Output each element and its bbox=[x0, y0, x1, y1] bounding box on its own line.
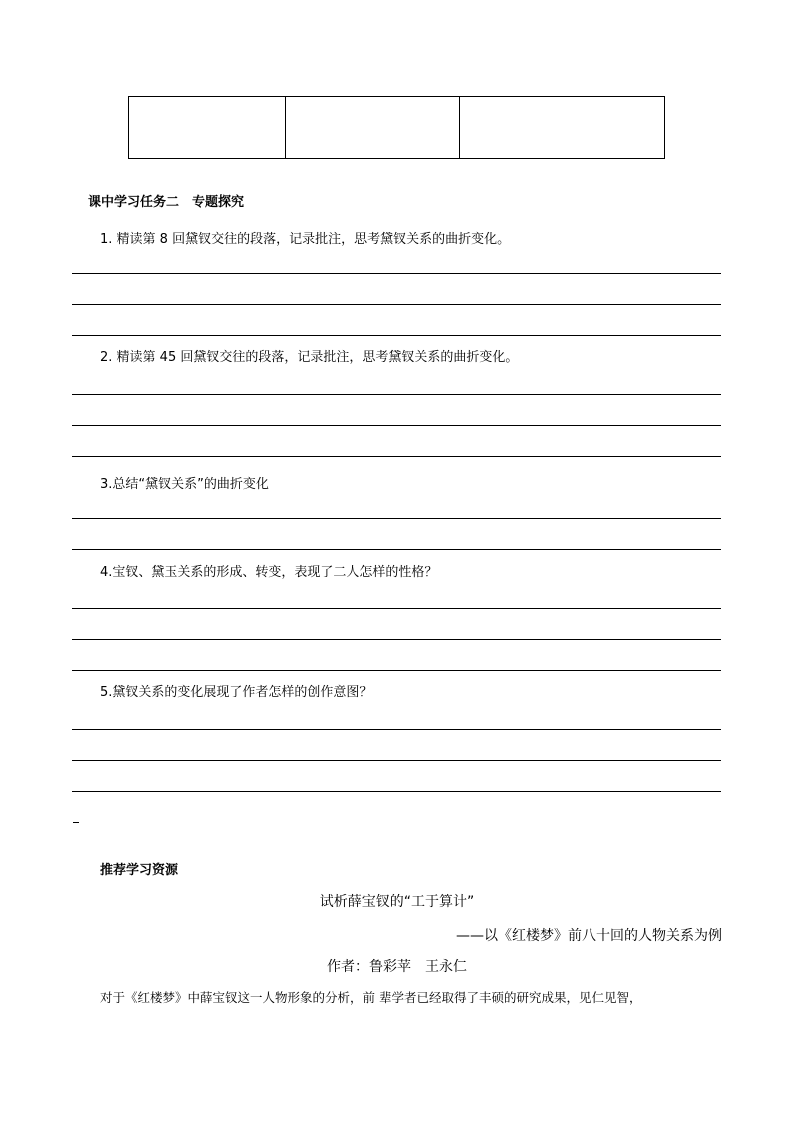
task-heading: 课中学习任务二 专题探究 bbox=[88, 195, 245, 210]
table-cell bbox=[286, 97, 460, 158]
answer-line[interactable] bbox=[72, 273, 721, 274]
answer-line[interactable] bbox=[72, 518, 721, 519]
answer-line[interactable] bbox=[72, 425, 721, 426]
article-body: 对于《红楼梦》中薛宝钗这一人物形象的分析，前 辈学者已经取得了丰硕的研究成果，见仁见智， bbox=[100, 990, 642, 1005]
article-subtitle: ——以《红楼梦》前八十回的人物关系为例 bbox=[456, 928, 722, 944]
question-5: 5.黛钗关系的变化展现了作者怎样的创作意图？ bbox=[100, 685, 373, 700]
section-mark bbox=[73, 822, 79, 823]
answer-line[interactable] bbox=[72, 760, 721, 761]
answer-line[interactable] bbox=[72, 608, 721, 609]
answer-line[interactable] bbox=[72, 639, 721, 640]
answer-line[interactable] bbox=[72, 456, 721, 457]
answer-line[interactable] bbox=[72, 791, 721, 792]
answer-line[interactable] bbox=[72, 670, 721, 671]
answer-line[interactable] bbox=[72, 394, 721, 395]
resources-heading: 推荐学习资源 bbox=[100, 863, 179, 878]
question-1: 1. 精读第 8 回黛钗交往的段落，记录批注，思考黛钗关系的曲折变化。 bbox=[100, 232, 511, 247]
question-3: 3.总结“黛钗关系”的曲折变化 bbox=[100, 477, 269, 492]
table-cell bbox=[460, 97, 664, 158]
article-author: 作者：鲁彩苹 王永仁 bbox=[327, 959, 467, 975]
answer-line[interactable] bbox=[72, 729, 721, 730]
question-2: 2. 精读第 45 回黛钗交往的段落，记录批注，思考黛钗关系的曲折变化。 bbox=[100, 350, 519, 365]
article-title: 试析薛宝钗的“工于算计” bbox=[319, 894, 475, 910]
table-cell bbox=[129, 97, 286, 158]
answer-line[interactable] bbox=[72, 335, 721, 336]
question-4: 4.宝钗、黛玉关系的形成、转变，表现了二人怎样的性格？ bbox=[100, 565, 438, 580]
answer-line[interactable] bbox=[72, 304, 721, 305]
answer-line[interactable] bbox=[72, 549, 721, 550]
summary-table bbox=[128, 96, 665, 159]
